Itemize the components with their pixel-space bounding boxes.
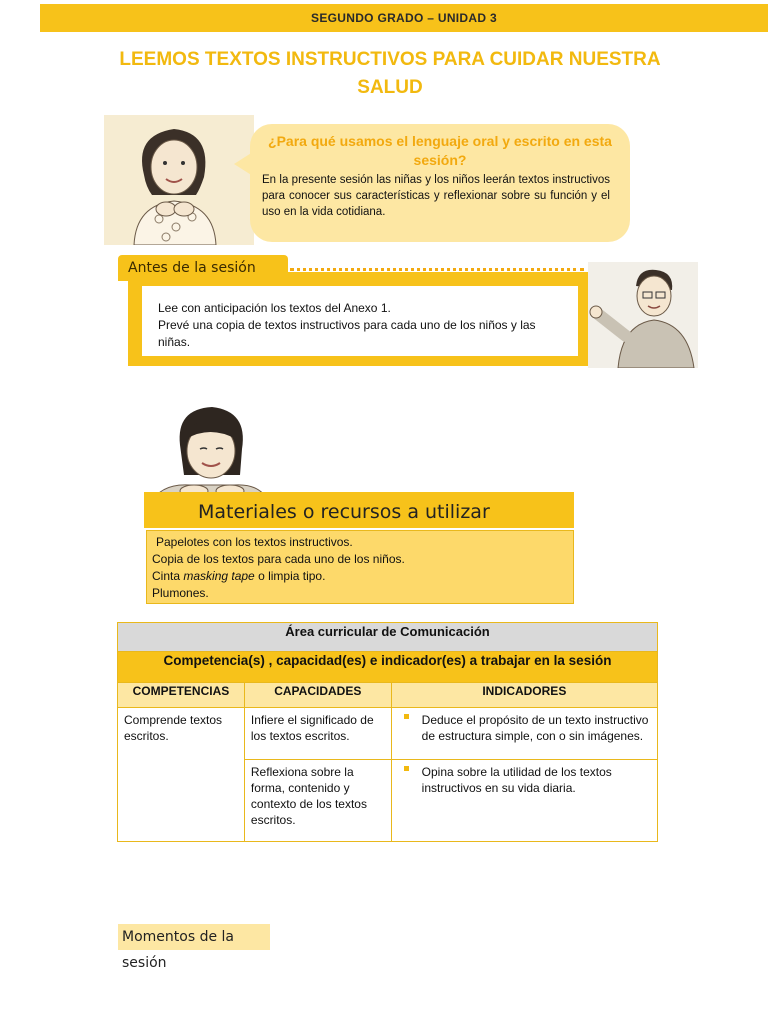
materiales-label: Materiales o recursos a utilizar xyxy=(198,501,490,523)
indicador-cell-1 xyxy=(391,708,657,760)
materiales-item-2: Copia de los textos para cada uno de los niños. xyxy=(152,552,405,566)
competencia-cell: Comprende textos escritos. xyxy=(118,708,245,842)
boy-illustration xyxy=(588,262,698,368)
indicador-cell-2 xyxy=(391,760,657,842)
girl-leaning-illustration xyxy=(150,405,270,505)
competencia-title: Competencia(s) , capacidad(es) e indicador(es) a trabajar en la sesión xyxy=(118,652,658,683)
header-bar xyxy=(40,4,768,32)
header-competencias: COMPETENCIAS xyxy=(118,683,245,708)
materiales-list xyxy=(152,534,562,602)
antes-text xyxy=(158,300,568,351)
antes-tab xyxy=(118,255,288,281)
table-row xyxy=(118,623,658,652)
materiales-item-1: Papelotes con los textos instructivos. xyxy=(156,535,353,549)
materiales-item-3-post: o limpia tipo. xyxy=(254,569,326,583)
bullet-icon xyxy=(404,714,409,719)
materiales-item-3-italic: masking tape xyxy=(183,569,255,583)
curricular-table xyxy=(117,622,658,842)
header-capacidades: CAPACIDADES xyxy=(244,683,391,708)
page-title: LEEMOS TEXTOS INSTRUCTIVOS PARA CUIDAR NUESTRA SALUD xyxy=(119,49,661,98)
table-row xyxy=(118,652,658,683)
table-row xyxy=(118,708,658,760)
header-indicadores: INDICADORES xyxy=(391,683,657,708)
grade-unit-label: SEGUNDO GRADO – UNIDAD 3 xyxy=(311,11,497,25)
session-question: ¿Para qué usamos el lenguaje oral y escrito en esta sesión? xyxy=(268,133,612,168)
momentos-label: Momentos de la sesión xyxy=(122,929,234,971)
capacidad-cell-1: Infiere el significado de los textos escritos. xyxy=(244,708,391,760)
antes-line-1: Lee con anticipación los textos del Anexo 1. xyxy=(158,301,391,315)
materiales-item-4: Plumones. xyxy=(152,586,209,600)
table-row xyxy=(118,683,658,708)
indicador-text-2: Opina sobre la utilidad de los textos instructivos en su vida diaria. xyxy=(421,765,612,795)
antes-label: Antes de la sesión xyxy=(128,260,256,276)
momentos-label-box xyxy=(118,924,270,971)
girl-illustration xyxy=(104,115,254,245)
dotted-divider xyxy=(290,268,584,275)
materiales-item-3-pre: Cinta xyxy=(152,569,184,583)
capacidad-cell-2: Reflexiona sobre la forma, contenido y contexto de los textos escritos. xyxy=(244,760,391,842)
indicador-text-1: Deduce el propósito de un texto instructivo de estructura simple, con o sin imágenes. xyxy=(421,713,649,743)
materiales-item-3 xyxy=(152,568,562,585)
materiales-header xyxy=(144,492,574,528)
antes-line-2: Prevé una copia de textos instructivos para cada uno de los niños y las niñas. xyxy=(158,318,536,349)
area-title: Área curricular de Comunicación xyxy=(118,623,658,652)
bullet-icon xyxy=(404,766,409,771)
session-description: En la presente sesión las niñas y los niños leerán textos instructivos para conocer sus características y reflexionar sobre su función y el uso en la vida cotidiana. xyxy=(262,174,610,218)
